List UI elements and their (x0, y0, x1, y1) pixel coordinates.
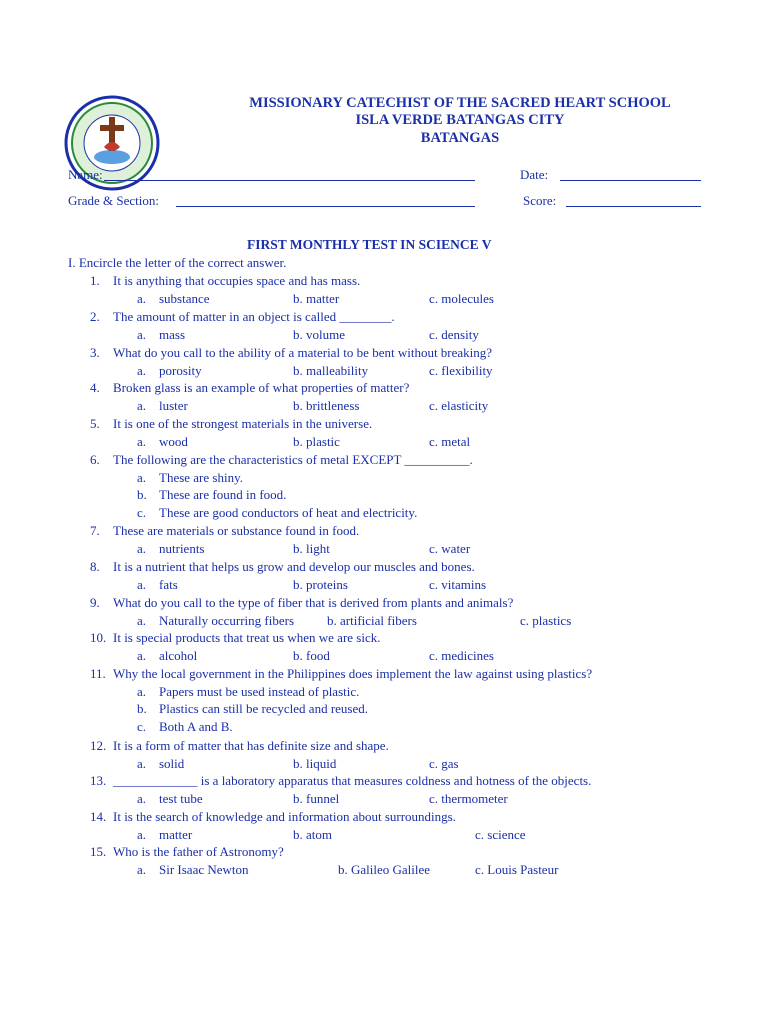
choice (293, 578, 348, 591)
choice-text: These are good conductors of heat and electricity. (159, 505, 418, 521)
question-number: 10. (90, 630, 107, 645)
choice-letter: b. (293, 647, 303, 663)
choice-letter: b. (293, 755, 303, 771)
choice-text: brittleness (302, 397, 360, 413)
question-number: 8. (90, 559, 100, 574)
choice-text: thermometer (438, 790, 508, 806)
choice-text: These are found in food. (159, 487, 287, 503)
choice-letter: a. (137, 397, 147, 413)
choice-letter: c. (137, 719, 147, 735)
choice-letter: a. (137, 755, 147, 771)
choice-letter: c. (429, 290, 439, 306)
question-text: These are materials or substance found in food. (113, 523, 360, 538)
date-label: Date: (520, 167, 549, 182)
question-number: 6. (90, 452, 100, 467)
choice-text: fats (159, 576, 178, 592)
question-number: 13. (90, 773, 107, 788)
choice (429, 578, 486, 591)
choice (429, 435, 470, 448)
choice (429, 757, 459, 770)
choice-letter: c. (429, 540, 439, 556)
choice-letter: a. (137, 683, 147, 699)
choice-text: luster (159, 397, 188, 413)
choice (293, 792, 339, 805)
choice-text: b. artificial fibers (327, 612, 417, 628)
choice-text: vitamins (438, 576, 487, 592)
school-address: ISLA VERDE BATANGAS CITY (355, 112, 565, 128)
choice-letter: a. (137, 469, 147, 485)
question-text: It is one of the strongest materials in the universe. (113, 416, 373, 431)
choice (293, 757, 336, 770)
choice (429, 792, 508, 805)
choice-text: c. plastics (520, 612, 572, 628)
choice-text: volume (302, 326, 345, 342)
choice-text: Sir Isaac Newton (159, 861, 249, 877)
question-number: 9. (90, 595, 100, 610)
choice-text: malleability (302, 362, 369, 378)
question-text: The amount of matter in an object is called ________. (113, 309, 395, 324)
choice-text: These are shiny. (159, 469, 243, 485)
choice-text: liquid (302, 755, 337, 771)
test-title: FIRST MONTHLY TEST IN SCIENCE V (247, 237, 492, 252)
choice-text: b. Galileo Galilee (338, 861, 431, 877)
choice-letter: b. (293, 826, 303, 842)
choice-text: c. science (475, 826, 526, 842)
choice (429, 399, 488, 412)
choice-letter: c. (137, 505, 147, 521)
choice (429, 292, 494, 305)
choice-text: test tube (159, 790, 203, 806)
choice-text: mass (159, 326, 185, 342)
choice (429, 364, 493, 377)
choice-letter: a. (137, 433, 147, 449)
question-text: Who is the father of Astronomy? (113, 844, 284, 859)
choice-text: Plastics can still be recycled and reused. (159, 701, 369, 717)
grade-section-field[interactable] (176, 206, 475, 207)
choice-text: solid (159, 755, 185, 771)
choice-letter: c. (429, 433, 439, 449)
choice-letter: b. (293, 790, 303, 806)
choice (293, 364, 368, 377)
choice (293, 828, 332, 841)
choice-letter: a. (137, 540, 147, 556)
choice-text: medicines (438, 647, 494, 663)
choice (293, 292, 339, 305)
choice-letter: a. (137, 790, 147, 806)
choice-letter: b. (137, 701, 147, 717)
choice-letter: b. (293, 540, 303, 556)
choice-letter: a. (137, 612, 147, 628)
choice-letter: a. (137, 576, 147, 592)
choice-text: density (438, 326, 479, 342)
choice-letter: a. (137, 826, 147, 842)
name-label: Name: (68, 167, 103, 182)
choice-text: metal (438, 433, 471, 449)
choice-text: substance (159, 290, 210, 306)
choice (293, 649, 330, 662)
choice-letter: b. (293, 290, 303, 306)
choice-letter: a. (137, 861, 147, 877)
choice-text: matter (302, 290, 340, 306)
question-number: 14. (90, 809, 107, 824)
choice-letter: c. (429, 647, 439, 663)
choice-letter: c. (429, 362, 439, 378)
question-text: It is special products that treat us when we are sick. (113, 630, 381, 645)
choice-letter: a. (137, 362, 147, 378)
choice-text: wood (159, 433, 188, 449)
question-text: Broken glass is an example of what properties of matter? (113, 380, 410, 395)
choice-text: Naturally occurring fibers (159, 612, 295, 628)
choice-letter: c. (429, 755, 439, 771)
choice-text: atom (302, 826, 332, 842)
question-number: 4. (90, 380, 100, 395)
question-number: 2. (90, 309, 100, 324)
question-text: It is a nutrient that helps us grow and develop our muscles and bones. (113, 559, 475, 574)
choice-text: alcohol (159, 647, 198, 663)
choice-text: flexibility (438, 362, 493, 378)
question-text: Why the local government in the Philippines does implement the law against using plastics? (113, 666, 593, 681)
question-text: What do you call to the type of fiber that is derived from plants and animals? (113, 595, 514, 610)
school-name: MISSIONARY CATECHIST OF THE SACRED HEART SCHOOL (249, 95, 671, 111)
name-field[interactable] (104, 180, 475, 181)
choice-text: molecules (438, 290, 494, 306)
choice-letter: b. (293, 362, 303, 378)
choice-letter: b. (293, 397, 303, 413)
choice-letter: b. (293, 326, 303, 342)
score-label: Score: (523, 193, 557, 208)
choice-text: food (302, 647, 330, 663)
choice-text: Both A and B. (159, 719, 233, 735)
question-text: It is a form of matter that has definite size and shape. (113, 738, 389, 753)
choice-letter: a. (137, 326, 147, 342)
score-field[interactable] (566, 206, 701, 207)
choice-text: Papers must be used instead of plastic. (159, 683, 360, 699)
choice-text: elasticity (438, 397, 489, 413)
choice-letter: b. (137, 487, 147, 503)
question-text: _____________ is a laboratory apparatus that measures coldness and hotness of the objects. (113, 773, 592, 788)
choice-text: gas (438, 755, 459, 771)
choice-text: c. Louis Pasteur (475, 861, 559, 877)
question-text: It is the search of knowledge and information about surroundings. (113, 809, 456, 824)
choice (293, 399, 359, 412)
choice (429, 328, 479, 341)
choice-letter: a. (137, 647, 147, 663)
choice-text: nutrients (159, 540, 205, 556)
choice-letter: b. (293, 576, 303, 592)
choice-letter: c. (429, 326, 439, 342)
question-number: 3. (90, 345, 100, 360)
question-number: 1. (90, 273, 100, 288)
question-number: 5. (90, 416, 100, 431)
choice-text: funnel (302, 790, 340, 806)
choice (429, 649, 494, 662)
choice (293, 542, 330, 555)
question-number: 11. (90, 666, 106, 681)
school-province: BATANGAS (420, 130, 500, 146)
question-number: 12. (90, 738, 107, 753)
choice-letter: b. (293, 433, 303, 449)
choice (429, 542, 470, 555)
choice-text: proteins (302, 576, 348, 592)
choice-text: plastic (302, 433, 340, 449)
choice-letter: c. (429, 397, 439, 413)
choice-letter: c. (429, 576, 439, 592)
choice-letter: c. (429, 790, 439, 806)
choice-text: porosity (159, 362, 202, 378)
question-number: 7. (90, 523, 100, 538)
question-text: What do you call to the ability of a material to be bent without breaking? (113, 345, 493, 360)
choice-text: matter (159, 826, 193, 842)
choice-letter: a. (137, 290, 147, 306)
choice-text: water (438, 540, 471, 556)
date-field[interactable] (560, 180, 701, 181)
grade-section-label: Grade & Section: (68, 193, 159, 208)
instruction: I. Encircle the letter of the correct answer. (68, 255, 287, 270)
choice (293, 328, 345, 341)
choice (293, 435, 340, 448)
question-number: 15. (90, 844, 107, 859)
question-text: It is anything that occupies space and has mass. (113, 273, 361, 288)
choice-text: light (302, 540, 330, 556)
question-text: The following are the characteristics of metal EXCEPT __________. (113, 452, 473, 467)
